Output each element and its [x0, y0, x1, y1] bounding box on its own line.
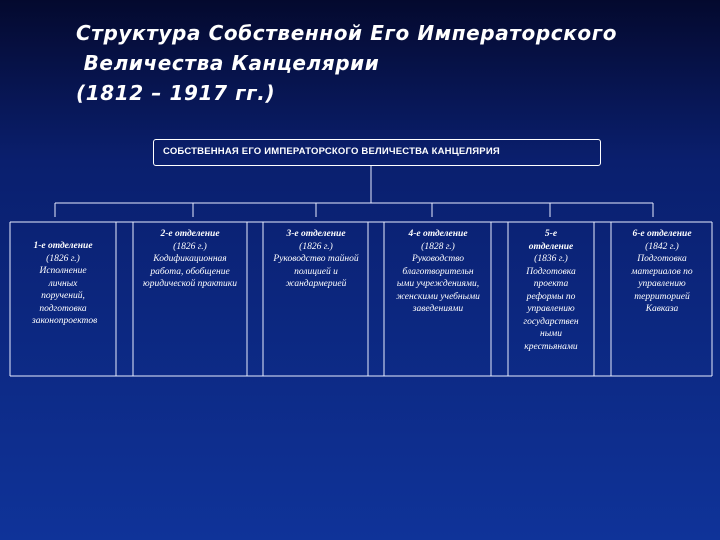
- title-line-2: Величества Канцелярии: [76, 51, 380, 75]
- title-line-1: Структура Собственной Его Императорского: [76, 21, 618, 45]
- department-4-year: (1828 г.): [421, 241, 455, 252]
- department-3-desc: Руководство тайной полицией и жандармерией: [273, 254, 359, 289]
- department-6-year: (1842 г.): [645, 241, 679, 252]
- department-4-head: 4-е отделение: [408, 229, 468, 239]
- department-3: [267, 228, 365, 291]
- department-3-year: (1826 г.): [299, 241, 333, 252]
- department-1: [14, 240, 112, 328]
- department-4-desc: Руководство благотворительн ыми учреждениями, женскими учебными заведениями: [396, 254, 480, 314]
- department-5: [510, 228, 592, 353]
- department-3-head: 3-е отделение: [286, 229, 346, 239]
- title-line-3: (1812 – 1917 гг.): [76, 81, 276, 105]
- root-node-label: СОБСТВЕННАЯ ЕГО ИМПЕРАТОРСКОГО ВЕЛИЧЕСТВА КАНЦЕЛЯРИЯ: [163, 146, 500, 157]
- department-4: [388, 228, 488, 316]
- root-node-box: [153, 139, 601, 166]
- department-6-head: 6-е отделение: [632, 229, 692, 239]
- department-1-head: 1-е отделение: [33, 241, 93, 251]
- department-6-desc: Подготовка материалов по управлению территорией Кавказа: [631, 254, 693, 314]
- department-1-desc: Исполнение личных поручений, подготовка законопроектов: [32, 266, 98, 326]
- department-1-year: (1826 г.): [46, 253, 80, 264]
- department-5-desc: Подготовка проекта реформы по управлению государствен ными крестьянами: [523, 266, 579, 352]
- department-2-year: (1826 г.): [173, 241, 207, 252]
- department-2-desc: Кодификационная работа, обобщение юридической практики: [143, 254, 237, 289]
- department-5-year: (1836 г.): [534, 254, 568, 264]
- department-5-head: 5-е отделение: [528, 229, 574, 252]
- department-2: [137, 228, 243, 291]
- department-2-head: 2-е отделение: [160, 229, 220, 239]
- department-6: [615, 228, 709, 316]
